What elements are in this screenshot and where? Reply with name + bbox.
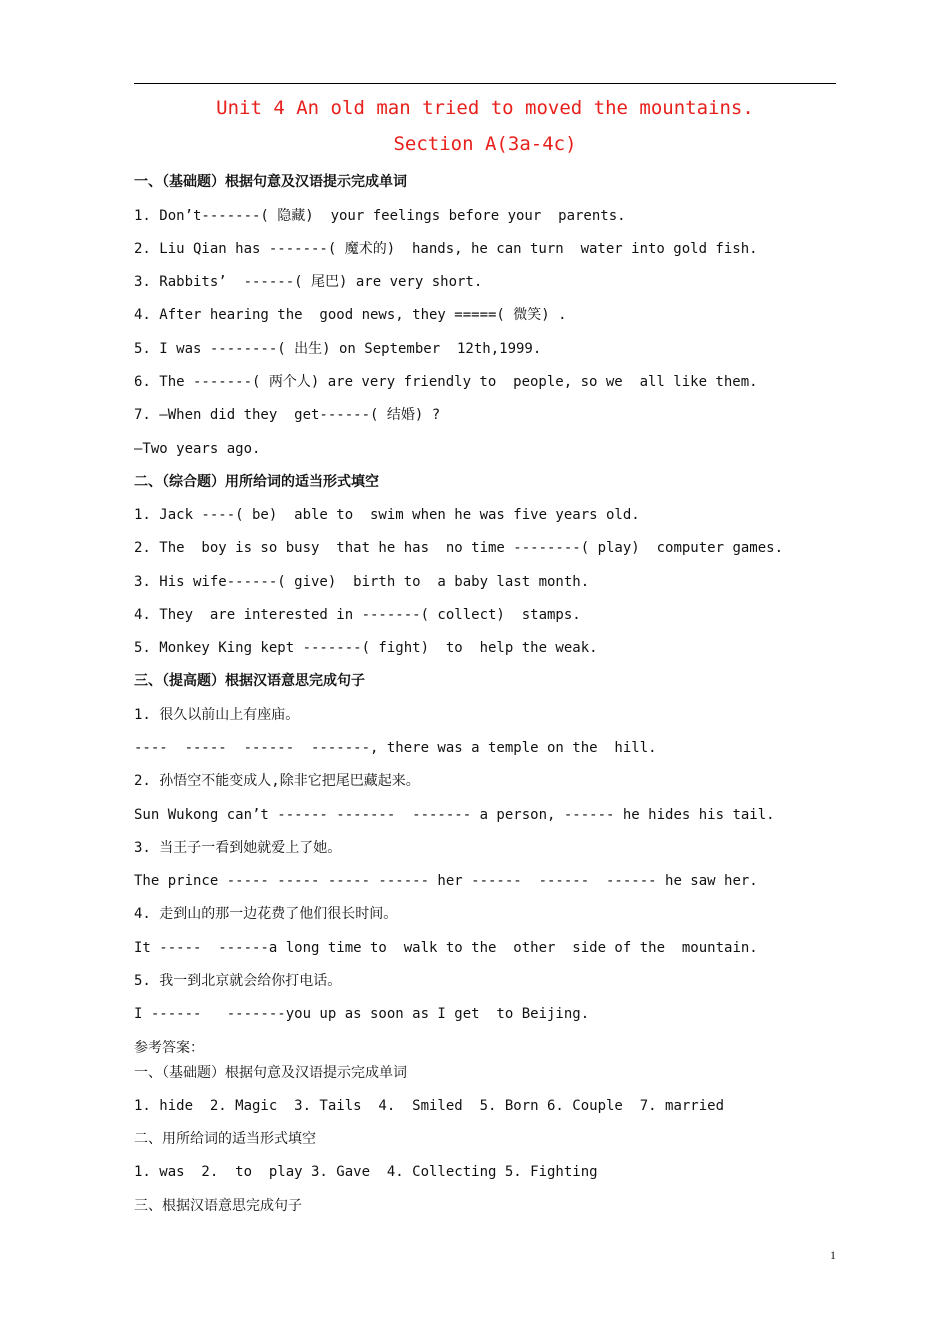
section2-heading: 二、（综合题）用所给词的适当形式填空 [134,474,379,490]
section3-item: 4. 走到山的那一边花费了他们很长时间。 [134,906,398,922]
answers-s3-heading: 三、根据汉语意思完成句子 [134,1198,302,1214]
section1-item: 5. I was --------( 出生) on September 12th,1999. [134,341,542,357]
section3-item: ---- ----- ------ -------, there was a temple on the hill. [134,740,657,756]
section3-item: The prince ----- ----- ----- ------ her ------ ------ ------ he saw her. [134,873,758,889]
section3-item: 2. 孙悟空不能变成人,除非它把尾巴藏起来。 [134,773,420,789]
section3-item: 3. 当王子一看到她就爱上了她。 [134,840,342,856]
answers-s2: 1. was 2. to play 3. Gave 4. Collecting 5. Fighting [134,1164,598,1180]
section3-item: 5. 我一到北京就会给你打电话。 [134,973,342,989]
answers-s1: 1. hide 2. Magic 3. Tails 4. Smiled 5. Born 6. Couple 7. married [134,1098,725,1114]
header-rule [134,83,836,84]
title-line-1: Unit 4 An old man tried to moved the mountains. [216,97,754,119]
section1-item: 2. Liu Qian has -------( 魔术的) hands, he can turn water into gold fish. [134,241,758,257]
section3-item: It ----- ------a long time to walk to the other side of the mountain. [134,940,758,956]
page-number: 1 [830,1248,836,1262]
section2-item: 4. They are interested in -------( collect) stamps. [134,607,581,623]
section1-item: 4. After hearing the good news, they =====( 微笑) . [134,307,567,323]
section1-item: 1. Don’t-------( 隐藏) your feelings before your parents. [134,208,626,224]
section3-item: 1. 很久以前山上有座庙。 [134,707,300,723]
answers-label: 参考答案： [134,1040,204,1056]
section1-heading: 一、（基础题）根据句意及汉语提示完成单词 [134,174,407,190]
section1-item: 7. —When did they get------( 结婚) ? [134,407,441,423]
section3-item: I ------ -------you up as soon as I get to Beijing. [134,1006,590,1022]
section1-item: 3. Rabbits’ ------( 尾巴) are very short. [134,274,483,290]
answers-s2-heading: 二、用所给词的适当形式填空 [134,1131,316,1147]
title-line-2: Section A(3a-4c) [393,133,577,155]
section2-item: 2. The boy is so busy that he has no time --------( play) computer games. [134,540,784,556]
section2-item: 3. His wife------( give) birth to a baby last month. [134,574,590,590]
section3-heading: 三、（提高题）根据汉语意思完成句子 [134,673,365,689]
section2-item: 1. Jack ----( be) able to swim when he was five years old. [134,507,640,523]
section1-item: —Two years ago. [134,441,261,457]
section3-item: Sun Wukong can’t ------ ------- ------- a person, ------ he hides his tail. [134,807,775,823]
section2-item: 5. Monkey King kept -------( fight) to help the weak. [134,640,598,656]
section1-item: 6. The -------( 两个人) are very friendly to people, so we all like them. [134,374,758,390]
answers-s1-heading: 一、（基础题）根据句意及汉语提示完成单词 [134,1065,407,1081]
